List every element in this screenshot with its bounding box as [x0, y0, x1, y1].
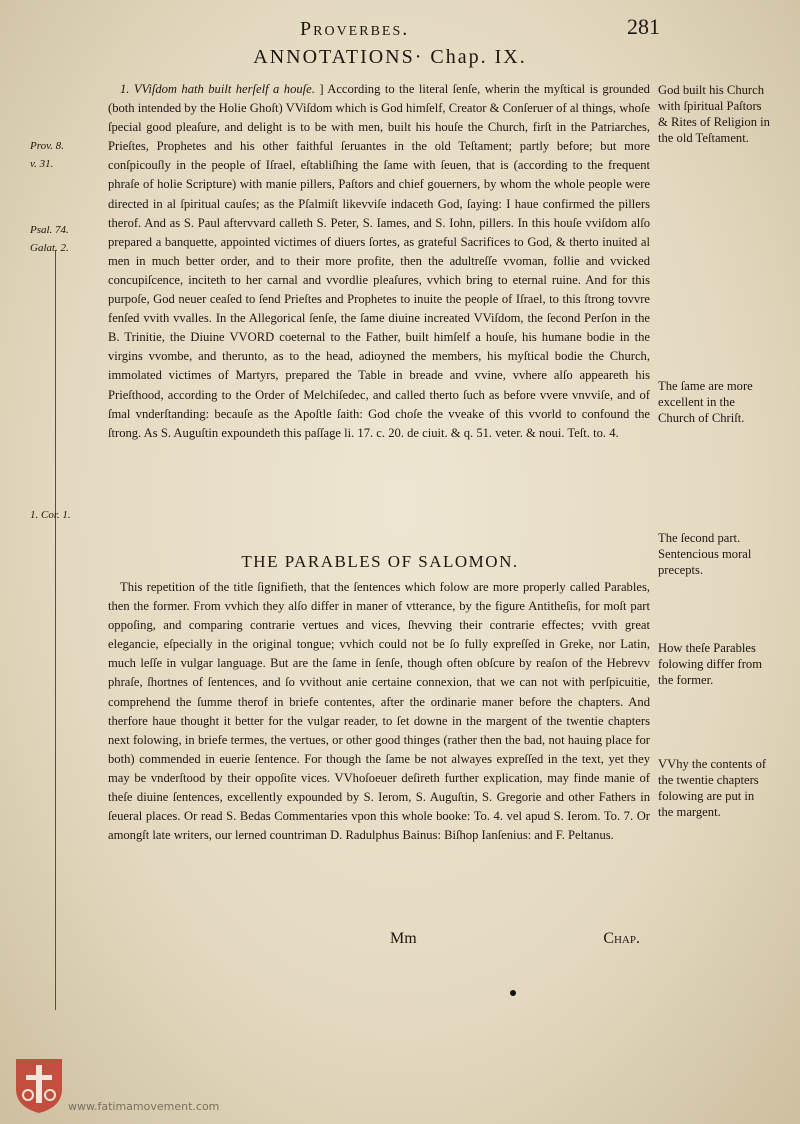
page-number: 281 [627, 14, 660, 39]
margin-note-4: How theſe Parables folowing differ from the former. [658, 641, 762, 687]
signature-mark: Mm [390, 930, 417, 947]
catchword-line [390, 930, 650, 950]
ink-spot [510, 990, 516, 996]
margin-rule [55, 250, 56, 1010]
parables-paragraph: This repetition of the title ſignifieth, that the ſentences which folow are more properly called Parables, then the former. From vvhich they alſo differ in maner of vtterance, by the figure Antitheſis, for moſt part oppoſing, and comparing contrarie vertues and vices, ſhevving their contrarie effectes; vvith great elegancie, eſpecially in the original tongue; vvhich could not be ſo fully expreſſed in Greke, nor Latin, much leſſe in vulgar language. But are the ſame in ſenſe, though often obſcure by reaſon of the Hebrevv phraſe, ſhortnes of ſentences, and ſo vvithout anie certaine connexion, that we can not with perſpicuitie, comprehend the ſumme therof in briefe contentes, after the ordinarie maner before the chapters. And therfore haue thought it better for the vulgar reader, to ſet downe in the margent of the twentie chapters next folowing, in briefe termes, the vertues, or other good thinges (rather then the bad, not hauing place for both) commended in euerie ſentence. For though the ſame be not alwayes expreſſed in the text, yet they may be vnderſtood by their oppoſite vices. VVhoſoeuer deſireth further explication, may finde manie of theſe diuine ſentences, excellently expounded by S. Ierom, S. Auguſtin, S. Gregorie and other Fathers in ſeueral places. Or read S. Bedas Commentaries vpon this whole booke: To. 4. vel apud S. Ierom. To. 7. Or amongſt late writers, our lerned countriman D. Radulphus Bainus: Biſhop Ianſenius: and F. Peltanus. [108, 580, 650, 843]
annotation-paragraph [108, 80, 650, 443]
page-header [300, 14, 660, 44]
annotation-block [108, 80, 650, 535]
margin-ref-galat: Galat. 2. [30, 242, 69, 254]
margin-ref-psal: Psal. 74. [30, 224, 69, 236]
margin-note-1: God built his Church with ſpiritual Paſtors & Rites of Religion in the old Teſtament. [658, 83, 770, 145]
chapter-heading: ANNOTATIONS· Chap. IX. [253, 46, 527, 68]
fatima-logo-icon [12, 1055, 66, 1115]
section-heading: THE PARABLES OF SALOMON. [241, 552, 519, 571]
catchword: Chap. [603, 930, 640, 947]
annotation-text: ] According to the literal ſenſe, wherin the myſtical is grounded (both intended by the Holie Ghoſt) VViſdom which is God himſelf, Creator & Conſeruer of al things, whoſe ſpecial good pleaſure, and delight is to be with men, built his houſe the Church, firſt in the Patriarches, Prieſtes, Prophetes and his other faithful ſeruantes in the old Teſtament; partly before; but more conſpicouſly in the people of Iſrael, eſtabliſhing the ſame with ſeuen, that is (according to the frequent phraſe of holie Scripture) with manie pillers, Paſtors and chief gouerners, by whom the whole people were directed in al ſpiritual cauſes; as the Pſalmiſt likevviſe indaceth God, ſaying: I haue confirmed the pillers therof. And as S. Paul aftervvard calleth S. Peter, S. Iames, and S. Iohn, pillers. In this houſe vviſdom alſo prepared a banquette, appointed victimes of diuers ſortes, as grateful Sacrifices to God, & therto inuited al men in much better order, and to their more profite, then the adultreſſe vvoman, follie and vvicked concupiſcence, inciteth to her carnal and vvordlie pleaſures, vvhich bring to eternal ruine. And for this purpoſe, God neuer ceaſed to ſend Prieſtes and Prophetes to inuite the people of Iſrael, to this ſtrong tovvre fenſed vvith vvalles. In the Allegorical ſenſe, the ſame diuine increated VViſdom, the ſecond Perſon in the B. Trinitie, the Diuine VVORD coeternal to the Father, built himſelf a houſe, his humane bodie in the virgins vvombe, and therunto, as to the head, adioyned the members, his myſtical bodie the Church, immolated victimes of Martyrs, prepared the Table in breade and vvine, vvhere alſo appeareth his Prieſthood, according to the Order of Melchiſedec, and called therto ſuch as before vvere vnvviſe, and of ſmal vnderſtanding: becauſe as the Apoſtle ſaith: God choſe the vveake of this vvorld to confound the ſtrong. As S. Auguſtin expoundeth this paſſage li. 17. c. 20. de ciuit. & q. 51. veter. & noui. Teſt. to. 4. [108, 82, 650, 440]
parables-block [108, 578, 650, 918]
margin-note-2: The ſame are more excellent in the Church of Chriſt. [658, 379, 753, 425]
margin-note-3: The ſecond part. Sentencious moral precepts. [658, 531, 752, 577]
margin-ref-prov: Prov. 8. [30, 140, 64, 152]
margin-note-5: VVhy the contents of the twentie chapters folowing are put in the margent. [658, 757, 767, 819]
margin-ref-v31: v. 31. [30, 158, 54, 170]
annotation-lemma: 1. VViſdom hath built herſelf a houſe. [120, 82, 315, 96]
watermark-url[interactable]: www.fatimamovement.com [68, 1100, 220, 1113]
running-head: Proverbes. [300, 18, 410, 40]
margin-ref-cor: 1. Cor. 1. [30, 509, 71, 521]
